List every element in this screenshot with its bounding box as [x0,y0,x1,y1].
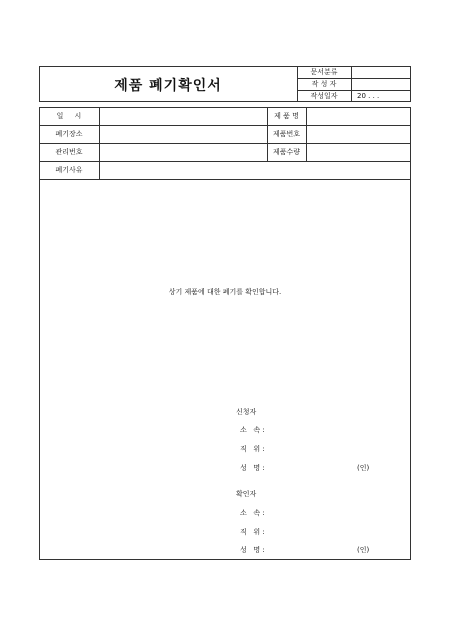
applicant-heading: 신청자 [236,408,257,416]
management-number-field[interactable] [100,144,266,161]
confirmer-name-label: 성 명 : [240,546,265,554]
date-field[interactable]: 20 . . . [357,92,380,100]
info-row-line-4 [39,179,411,180]
management-number-label: 관리번호 [55,148,83,156]
disposal-reason-field[interactable] [100,162,410,179]
datetime-label: 일 시 [56,112,82,120]
confirmer-position-label: 직 위 : [240,528,265,536]
product-quantity-field[interactable] [307,144,410,161]
applicant-dept-label: 소 속 : [240,426,265,434]
product-quantity-label: 제품수량 [272,148,301,156]
document-title: 제품 폐기확인서 [114,78,222,94]
disposal-place-field[interactable] [100,126,266,143]
confirmer-heading: 확인자 [236,490,257,498]
disposal-reason-label: 폐기사유 [55,166,83,174]
doc-class-label: 문서분류 [310,68,338,76]
confirmation-statement: 상기 제품에 대한 폐기를 확인합니다. [168,288,282,296]
product-number-label: 제품번호 [272,130,301,138]
datetime-field[interactable] [100,108,266,125]
applicant-seal: (인) [357,464,370,472]
date-label: 작성일자 [310,92,338,100]
confirmer-seal: (인) [357,546,370,554]
confirmer-dept-label: 소 속 : [240,509,265,517]
disposal-place-label: 폐기장소 [55,130,83,138]
applicant-name-label: 성 명 : [240,464,265,472]
applicant-position-label: 직 위 : [240,445,265,453]
product-number-field[interactable] [307,126,410,143]
product-name-field[interactable] [307,108,410,125]
product-name-label: 제 품 명 [274,112,299,120]
meta-divider [351,66,352,102]
author-label: 작 성 자 [311,80,337,88]
